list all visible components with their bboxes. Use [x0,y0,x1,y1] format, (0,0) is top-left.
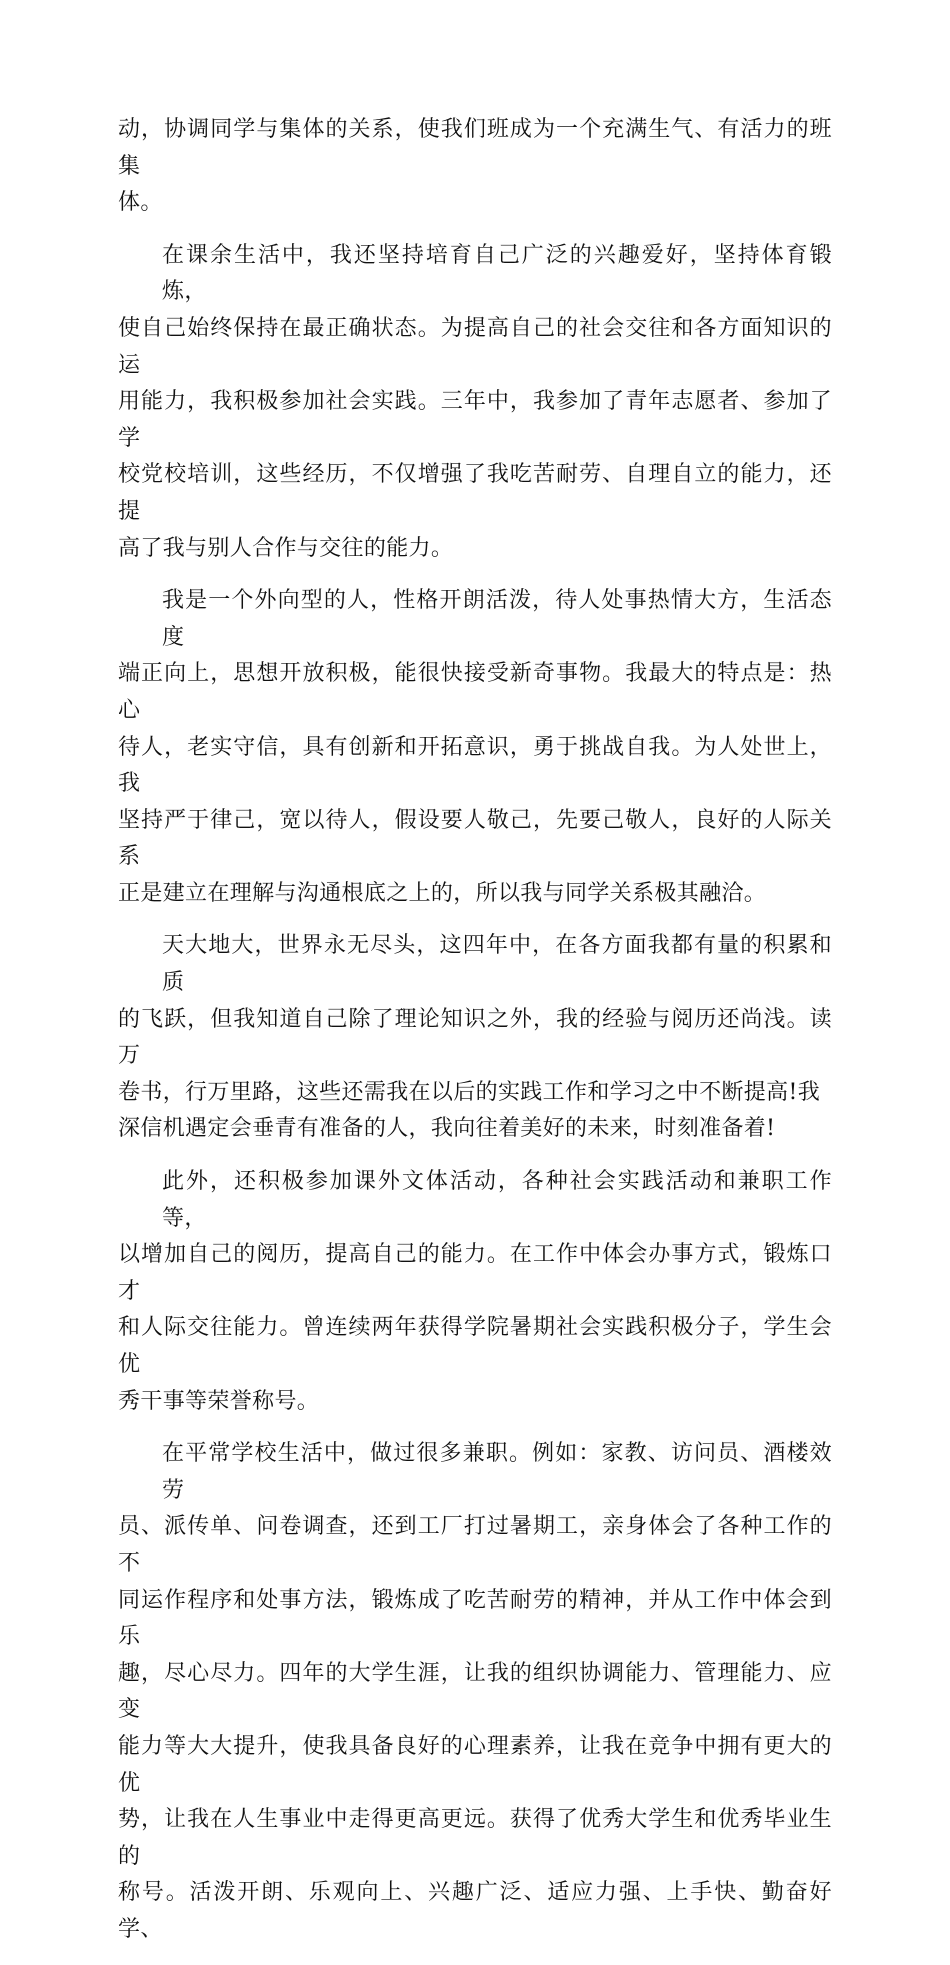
paragraph-line: 高了我与别人合作与交往的能力。 [118,535,454,561]
document-body [118,112,832,1965]
paragraph-line: 深信机遇定会垂青有准备的人，我向往着美好的未来，时刻准备着! [118,1116,776,1142]
paragraph-line: 称号。活泼开朗、乐观向上、兴趣广泛、适应力强、上手快、勤奋好学、 [118,1880,832,1942]
paragraph-line: 校党校培训，这些经历，不仅增强了我吃苦耐劳、自理自立的能力，还提 [118,462,832,524]
paragraph-line: 坚持严于律己，宽以待人，假设要人敬己，先要己敬人，良好的人际关系 [118,807,832,870]
paragraph-line: 用能力，我积极参加社会实践。三年中，我参加了青年志愿者、参加了学 [118,389,832,451]
paragraph-5 [118,1164,832,1420]
paragraph-line: 秀干事等荣誉称号。 [118,1388,320,1414]
paragraph-line: 在课余生活中，我还坚持培育自己广泛的兴趣爱好，坚持体育锻炼， [162,242,832,305]
paragraph-4 [118,928,832,1148]
paragraph-line: 端正向上，思想开放积极，能很快接受新奇事物。我最大的特点是：热心 [118,661,832,723]
paragraph-line: 趣，尽心尽力。四年的大学生涯，让我的组织协调能力、管理能力、应变 [118,1660,832,1723]
paragraph-1 [118,112,832,222]
paragraph-line: 使自己始终保持在最正确状态。为提高自己的社会交往和各方面知识的运 [118,315,832,378]
paragraph-line: 以增加自己的阅历，提高自己的能力。在工作中体会办事方式，锻炼口才 [118,1242,832,1304]
paragraph-3 [118,583,832,912]
paragraph-2 [118,238,832,567]
paragraph-line: 势，让我在人生事业中走得更高更远。获得了优秀大学生和优秀毕业生的 [118,1807,832,1869]
paragraph-line: 天大地大，世界永无尽头，这四年中，在各方面我都有量的积累和质 [162,933,832,996]
paragraph-line: 动，协调同学与集体的关系，使我们班成为一个充满生气、有活力的班集 [118,117,832,179]
paragraph-line: 能力等大大提升，使我具备良好的心理素养，让我在竞争中拥有更大的优 [118,1733,832,1796]
paragraph-line: 在平常学校生活中，做过很多兼职。例如：家教、访问员、酒楼效劳 [162,1441,832,1503]
paragraph-line: 同运作程序和处事方法，锻炼成了吃苦耐劳的精神，并从工作中体会到乐 [118,1587,832,1650]
paragraph-line: 正是建立在理解与沟通根底之上的，所以我与同学关系极其融洽。 [118,880,767,906]
paragraph-6 [118,1436,832,1948]
paragraph-line: 和人际交往能力。曾连续两年获得学院暑期社会实践积极分子，学生会优 [118,1315,832,1377]
paragraph-line: 卷书，行万里路，这些还需我在以后的实践工作和学习之中不断提高!我 [118,1079,821,1105]
paragraph-line: 此外，还积极参加课外文体活动，各种社会实践活动和兼职工作等， [162,1169,832,1231]
paragraph-line: 员、派传单、问卷调查，还到工厂打过暑期工，亲身体会了各种工作的不 [118,1514,832,1576]
paragraph-line: 待人，老实守信，具有创新和开拓意识，勇于挑战自我。为人处世上，我 [118,734,832,797]
paragraph-line: 的飞跃，但我知道自己除了理论知识之外，我的经验与阅历还尚浅。读万 [118,1006,832,1069]
paragraph-line: 我是一个外向型的人，性格开朗活泼，待人处事热情大方，生活态度 [162,588,832,650]
paragraph-line: 体。 [118,190,163,216]
